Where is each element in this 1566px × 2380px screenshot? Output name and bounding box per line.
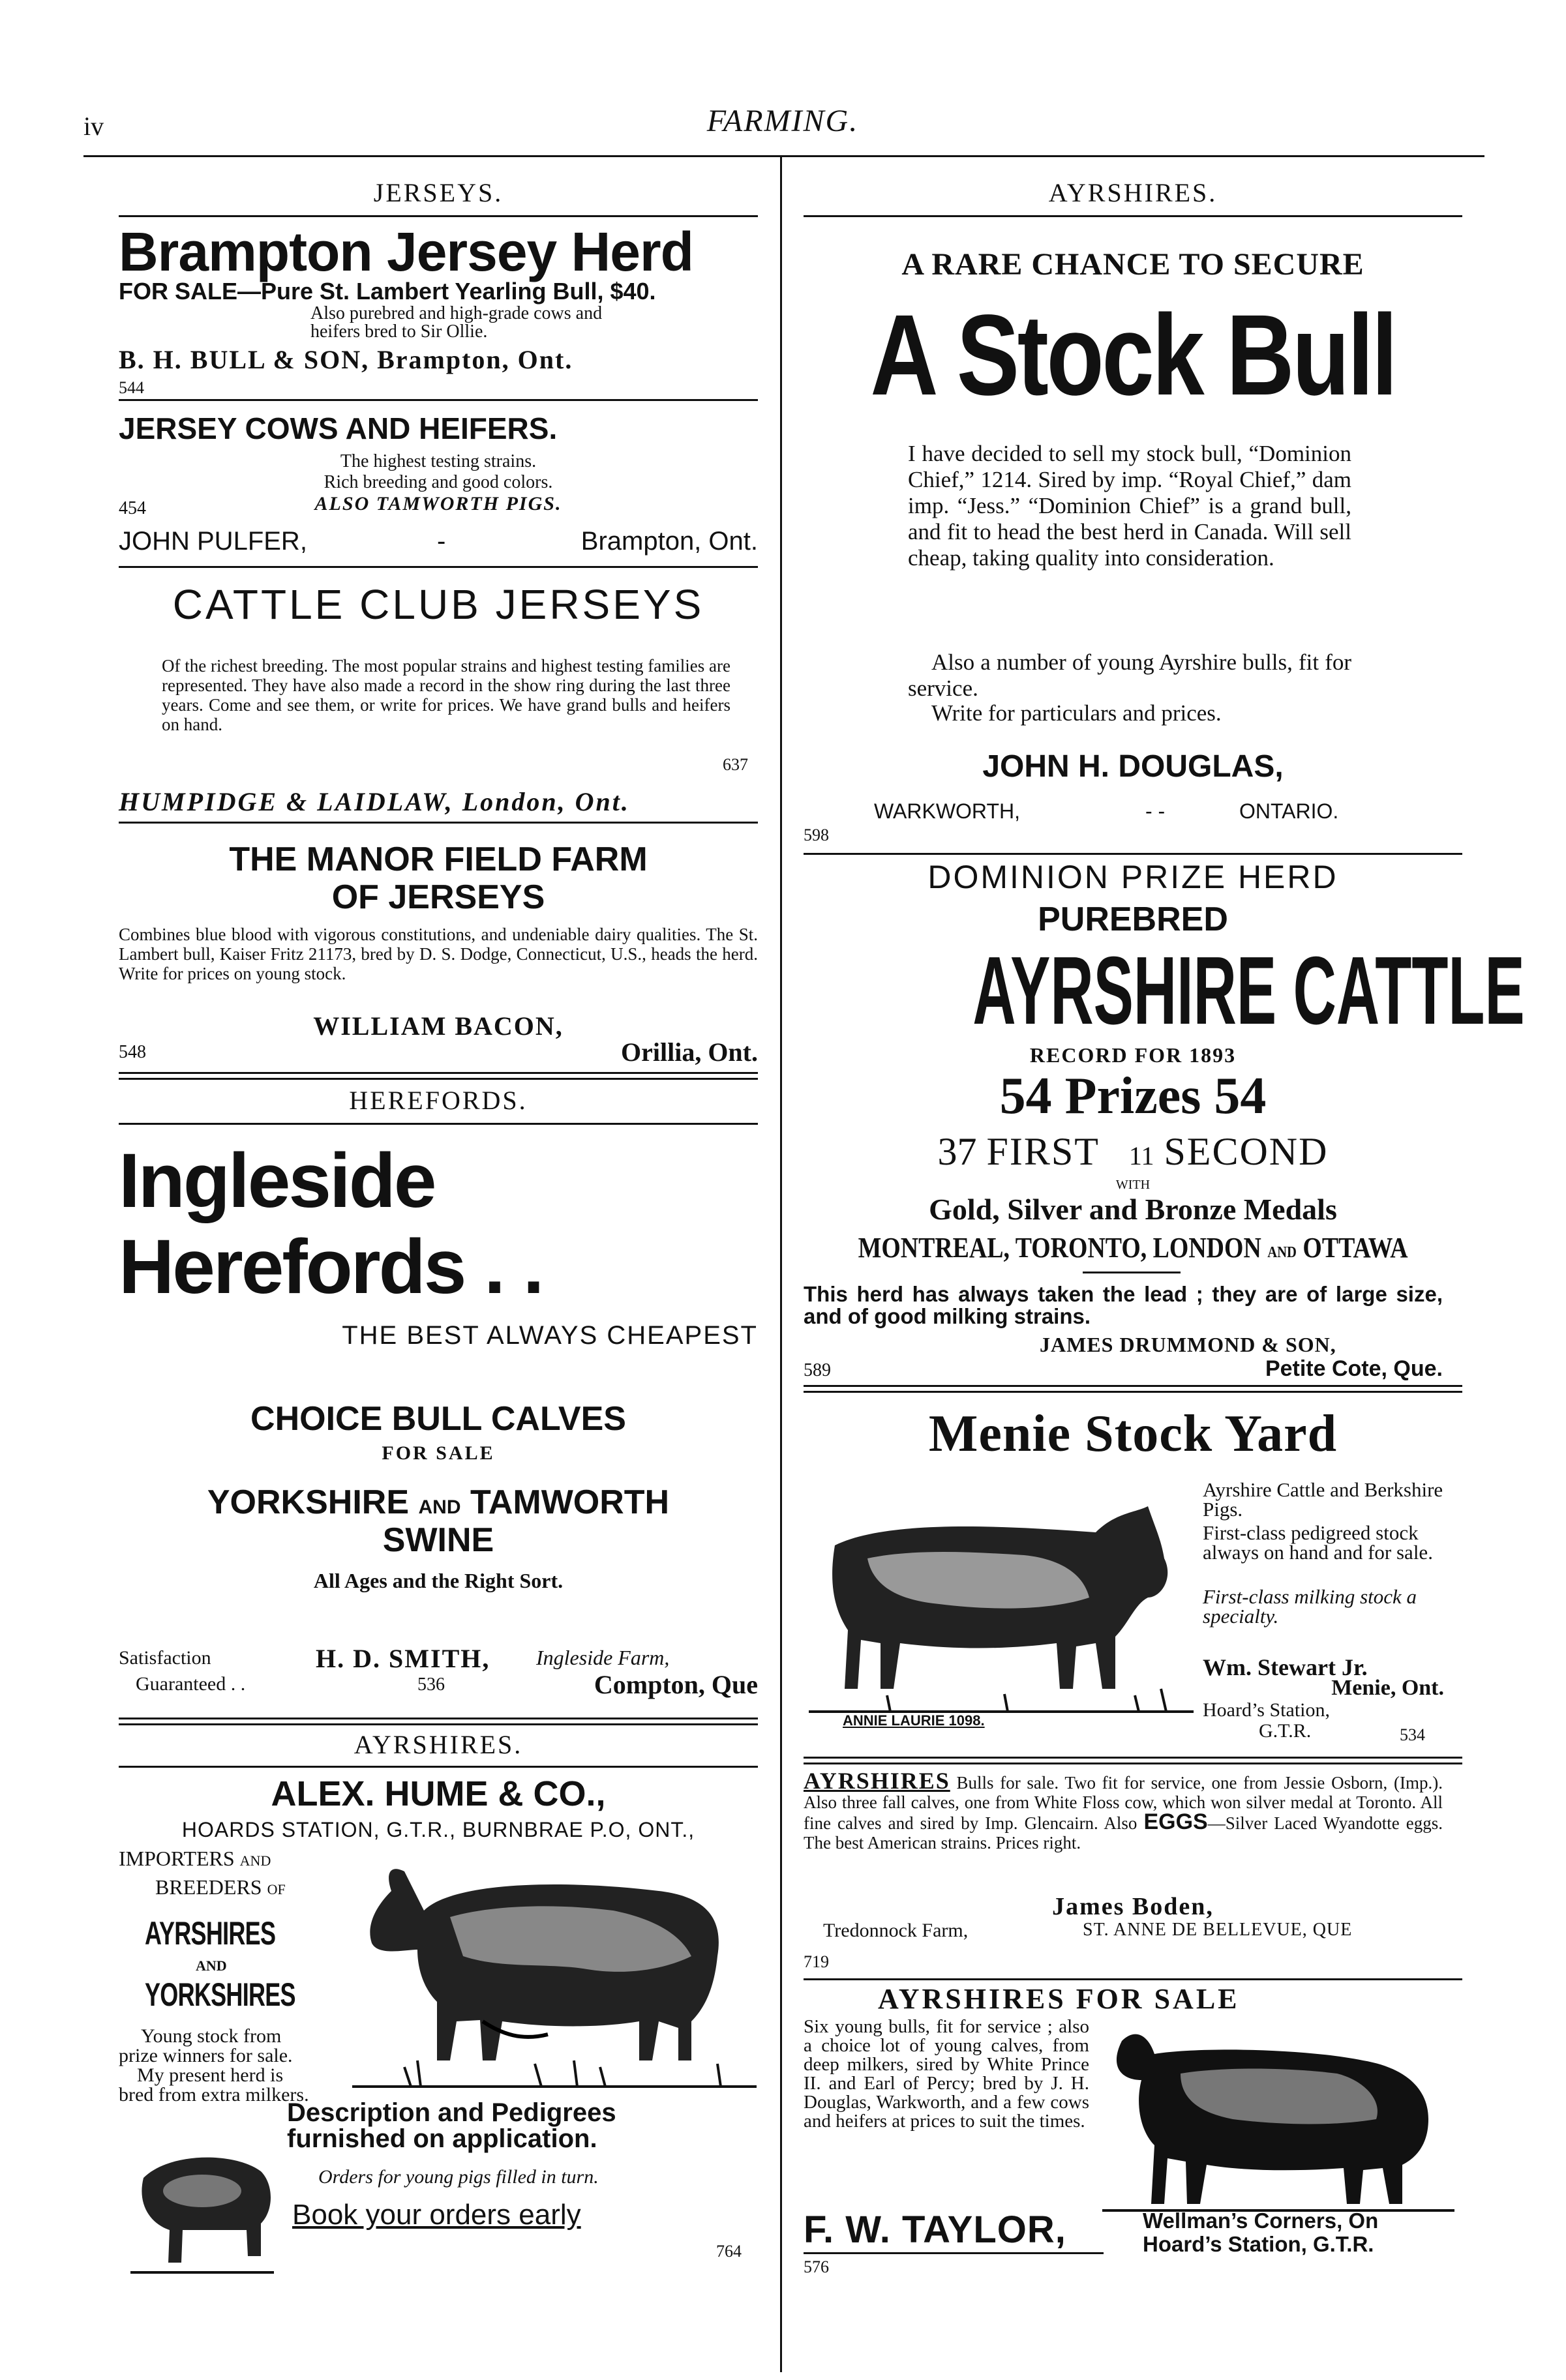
hume-yorkshires: YORKSHIRES [145,1976,295,2013]
menie-cow-illustration [809,1487,1194,1728]
rule [119,399,758,401]
drummond-t3 [804,937,1525,1045]
brampton-line1: FOR SALE—Pure St. Lambert Yearling Bull, $40. [119,278,656,305]
ad-number: 576 [804,2257,829,2276]
ingleside-swine: SWINE [382,1521,494,1559]
column-divider [780,155,782,2372]
separator: - [437,527,446,556]
ottawa: OTTAWA [1302,1232,1408,1264]
ad-number: 589 [804,1360,831,1380]
pulfer-line3: ALSO TAMWORTH PIGS. [314,493,562,514]
douglas-body3: Write for particulars and prices. [931,700,1222,726]
hume-title: ALEX. HUME & CO., [271,1774,606,1813]
drummond-t1: DOMINION PRIZE HERD [927,859,1338,895]
page-number: iv [83,112,104,141]
hume-desc1: Description and Pedigrees [287,2098,616,2127]
rule [119,1123,758,1125]
menie-credit: ANNIE LAURIE 1098. [843,1712,985,1729]
drummond-body: This herd has always taken the lead ; they are of large size, and of good milking strains. [804,1282,1443,1328]
and: AND [418,1496,461,1518]
menie-place: Menie, Ont. [1331,1676,1444,1700]
ad-number: 548 [119,1042,146,1062]
pulfer-line2: Rich breeding and good colors. [324,472,553,492]
drummond-firsts [804,1129,1462,1178]
hume-young2: prize winners for sale. [119,2045,293,2066]
drummond-prizes: 54 Prizes 54 [999,1067,1267,1125]
brampton-firm: B. H. BULL & SON, Brampton, Ont. [119,345,573,374]
brampton-line2: Also purebred and high-grade cows and [310,303,603,323]
douglas-place1: WARKWORTH, [874,799,1020,823]
menie-station: Hoard’s Station, [1203,1699,1330,1721]
cattle-club-title: CATTLE CLUB JERSEYS [172,581,704,628]
double-rule [119,1072,758,1080]
cities: MONTREAL, TORONTO, LONDON [858,1232,1261,1264]
and: AND [1267,1244,1297,1261]
cattle-club-body: Of the richest breeding. The most popular strains and highest testing families are represented. They have also made a record in the show ring during the last three years. Come and see them, or write for prices. We have grand bulls and heifers on hand. [162,656,730,734]
hume-book: Book your orders early [292,2199,581,2231]
hume-young4: bred from extra milkers. [119,2084,309,2105]
satisfaction: Satisfaction [119,1647,211,1669]
rule [804,1978,1462,1980]
count-37: 37 [937,1130,977,1173]
tamworth: TAMWORTH [470,1483,670,1521]
rule [119,215,758,217]
rule [119,1766,758,1768]
hume-desc2: furnished on application. [287,2124,597,2153]
ad-number: 544 [119,378,144,397]
ad-number: 536 [417,1674,445,1695]
ingleside-place: Compton, Que [594,1670,758,1699]
ad-number: 598 [804,826,829,844]
rule [804,2252,1104,2254]
boden-ayr: AYRSHIRES [804,1768,950,1794]
boden-eggs-text: —Silver Laced Wyandotte eggs. The best American strains. Prices right. [804,1813,1443,1852]
guaranteed: Guaranteed . . [136,1673,246,1695]
boden-body [804,1768,1443,1852]
taylor-title: AYRSHIRES FOR SALE [878,1983,1240,2015]
rule [119,566,758,568]
taylor-body: Six young bulls, fit for service ; also a choice lot of young calves, from deep milkers, sired by White Prince II. and Earl of Percy; bred by J. H. Douglas, Warkworth, and a few cows and heifers at prices to suit the times. [804,2016,1089,2132]
ingleside-choice: CHOICE BULL CALVES [250,1400,626,1438]
hume-address: HOARDS STATION, G.T.R., BURNBRAE P.O, ONT., [181,1818,695,1841]
ad-number: 534 [1400,1725,1425,1744]
rule [1083,1272,1181,1273]
pulfer-place: Brampton, Ont. [580,527,758,556]
pulfer-name: JOHN PULFER, [119,527,307,556]
ingleside-title1: Ingleside [119,1138,435,1224]
hume-young3: My present herd is [137,2064,284,2086]
hume-breeders: BREEDERS of [155,1875,286,1899]
rule [804,215,1462,217]
taylor-cow-illustration [1102,2015,1454,2217]
douglas-stock [804,293,1462,417]
ingleside-ages: All Ages and the Right Sort. [313,1569,564,1592]
first: FIRST [986,1130,1100,1173]
ad-number: 719 [804,1952,829,1971]
cow-illustration [352,1845,757,2093]
hume-orders: Orders for young pigs filled in turn. [318,2166,599,2188]
count-11: 11 [1128,1141,1154,1170]
double-rule [804,1385,1462,1393]
second: SECOND [1164,1130,1329,1173]
hume-importers: IMPORTERS and [119,1847,271,1870]
separator: - - [1145,799,1166,823]
pulfer-line1: The highest testing strains. [340,451,537,471]
ayrshire-cattle: AYRSHIRE CATTLE [972,937,1525,1045]
manor-body: Combines blue blood with vigorous constitutions, and undeniable dairy qualities. The St. Lambert bull, Kaiser Fritz 21173, bred by D. S. Dodge, Connecticut, U.S., heads the herd. Write for prices on young stock. [119,925,758,983]
brampton-title: Brampton Jersey Herd [119,221,693,282]
boden-eggs: EGGS [1143,1809,1208,1834]
boden-ayr-text: Bulls for sale. Two fit for service, one from Jessie Osborn, (Imp.). Also three fall calves, one from White Floss cow, which won silver medal at Toronto. All fine calves and sired by Imp. Glencairn. Also [804,1773,1443,1833]
menie-name: Wm. Stewart Jr. [1203,1654,1368,1680]
taylor-name: F. W. TAYLOR, [804,2209,1066,2251]
ingleside-for-sale: FOR SALE [382,1442,495,1464]
drummond-name: JAMES DRUMMOND & SON, [1040,1333,1336,1356]
douglas-rare: A RARE CHANCE TO SECURE [901,247,1364,282]
menie-title: Menie Stock Yard [928,1405,1338,1463]
douglas-body1: I have decided to sell my stock bull, “Dominion Chief,” 1214. Sired by imp. “Royal Chief,” dam imp. “Jess.” “Dominion Chief” is a grand bull, and fit to head the best herd in Canada. Will sell cheap, taking quality into consideration. [908,441,1351,571]
brampton-line3: heifers bred to Sir Ollie. [310,321,488,342]
pig-illustration [124,2139,280,2282]
drummond-with: WITH [1115,1178,1151,1192]
douglas-place2: ONTARIO. [1239,799,1339,823]
menie-gtr: G.T.R. [1259,1720,1312,1742]
header-rule [83,155,1484,157]
section-head-ayrshires-right: AYRSHIRES. [1048,178,1218,207]
manor-name: WILLIAM BACON, [313,1011,564,1041]
yorkshire: YORKSHIRE [207,1483,410,1521]
section-head-ayrshires-left: AYRSHIRES. [354,1730,523,1759]
hume-and: AND [196,1957,227,1974]
manor-title2: OF JERSEYS [331,878,545,916]
boden-place: ST. ANNE DE BELLEVUE, QUE [1083,1920,1353,1940]
boden-farm: Tredonnock Farm, [823,1920,969,1941]
cattle-club-firm: HUMPIDGE & LAIDLAW, London, Ont. [119,787,630,816]
double-rule [804,1757,1462,1764]
rule [119,822,758,824]
drummond-medals: Gold, Silver and Bronze Medals [929,1193,1337,1226]
section-head-herefords: HEREFORDS. [349,1086,528,1115]
manor-place: Orillia, Ont. [621,1037,758,1067]
menie-t3: First-class milking stock a specialty. [1203,1585,1417,1628]
ingleside-tagline: THE BEST ALWAYS CHEAPEST [342,1321,758,1350]
taylor-addr2: Hoard’s Station, G.T.R. [1143,2232,1374,2256]
pulfer-title: JERSEY COWS AND HEIFERS. [119,411,558,445]
ingleside-farm: Ingleside Farm, [536,1646,670,1669]
manor-title1: THE MANOR FIELD FARM [229,840,648,878]
ad-number: 454 [119,498,146,518]
section-head-jerseys: JERSEYS. [373,178,504,207]
drummond-t2: PUREBRED [1038,900,1228,938]
stock-bull: A Stock Bull [870,291,1396,419]
ad-number: 637 [723,755,748,774]
ingleside-title2: Herefords . . [119,1224,543,1310]
drummond-cities [804,1231,1462,1264]
taylor-addr1: Wellman’s Corners, On [1143,2209,1379,2233]
ad-number: 764 [716,2242,742,2261]
menie-t2: First-class pedigreed stock always on hand and for sale. [1203,1521,1433,1564]
hume-young1: Young stock from [141,2025,282,2047]
douglas-body2: Also a number of young Ayrshire bulls, fit for service. [908,649,1351,701]
hume-ayrshires: AYRSHIRES [145,1915,276,1952]
menie-t1: Ayrshire Cattle and Berkshire Pigs. [1203,1478,1443,1521]
cities-line [858,1231,1408,1264]
double-rule [119,1718,758,1725]
drummond-place: Petite Cote, Que. [1265,1356,1443,1381]
douglas-name: JOHN H. DOUGLAS, [982,749,1284,784]
rule [804,853,1462,855]
boden-name: James Boden, [1052,1893,1214,1920]
ingleside-smith: H. D. SMITH, [316,1644,490,1673]
running-title: FARMING. [706,104,859,138]
drummond-record: RECORD FOR 1893 [1029,1043,1237,1067]
